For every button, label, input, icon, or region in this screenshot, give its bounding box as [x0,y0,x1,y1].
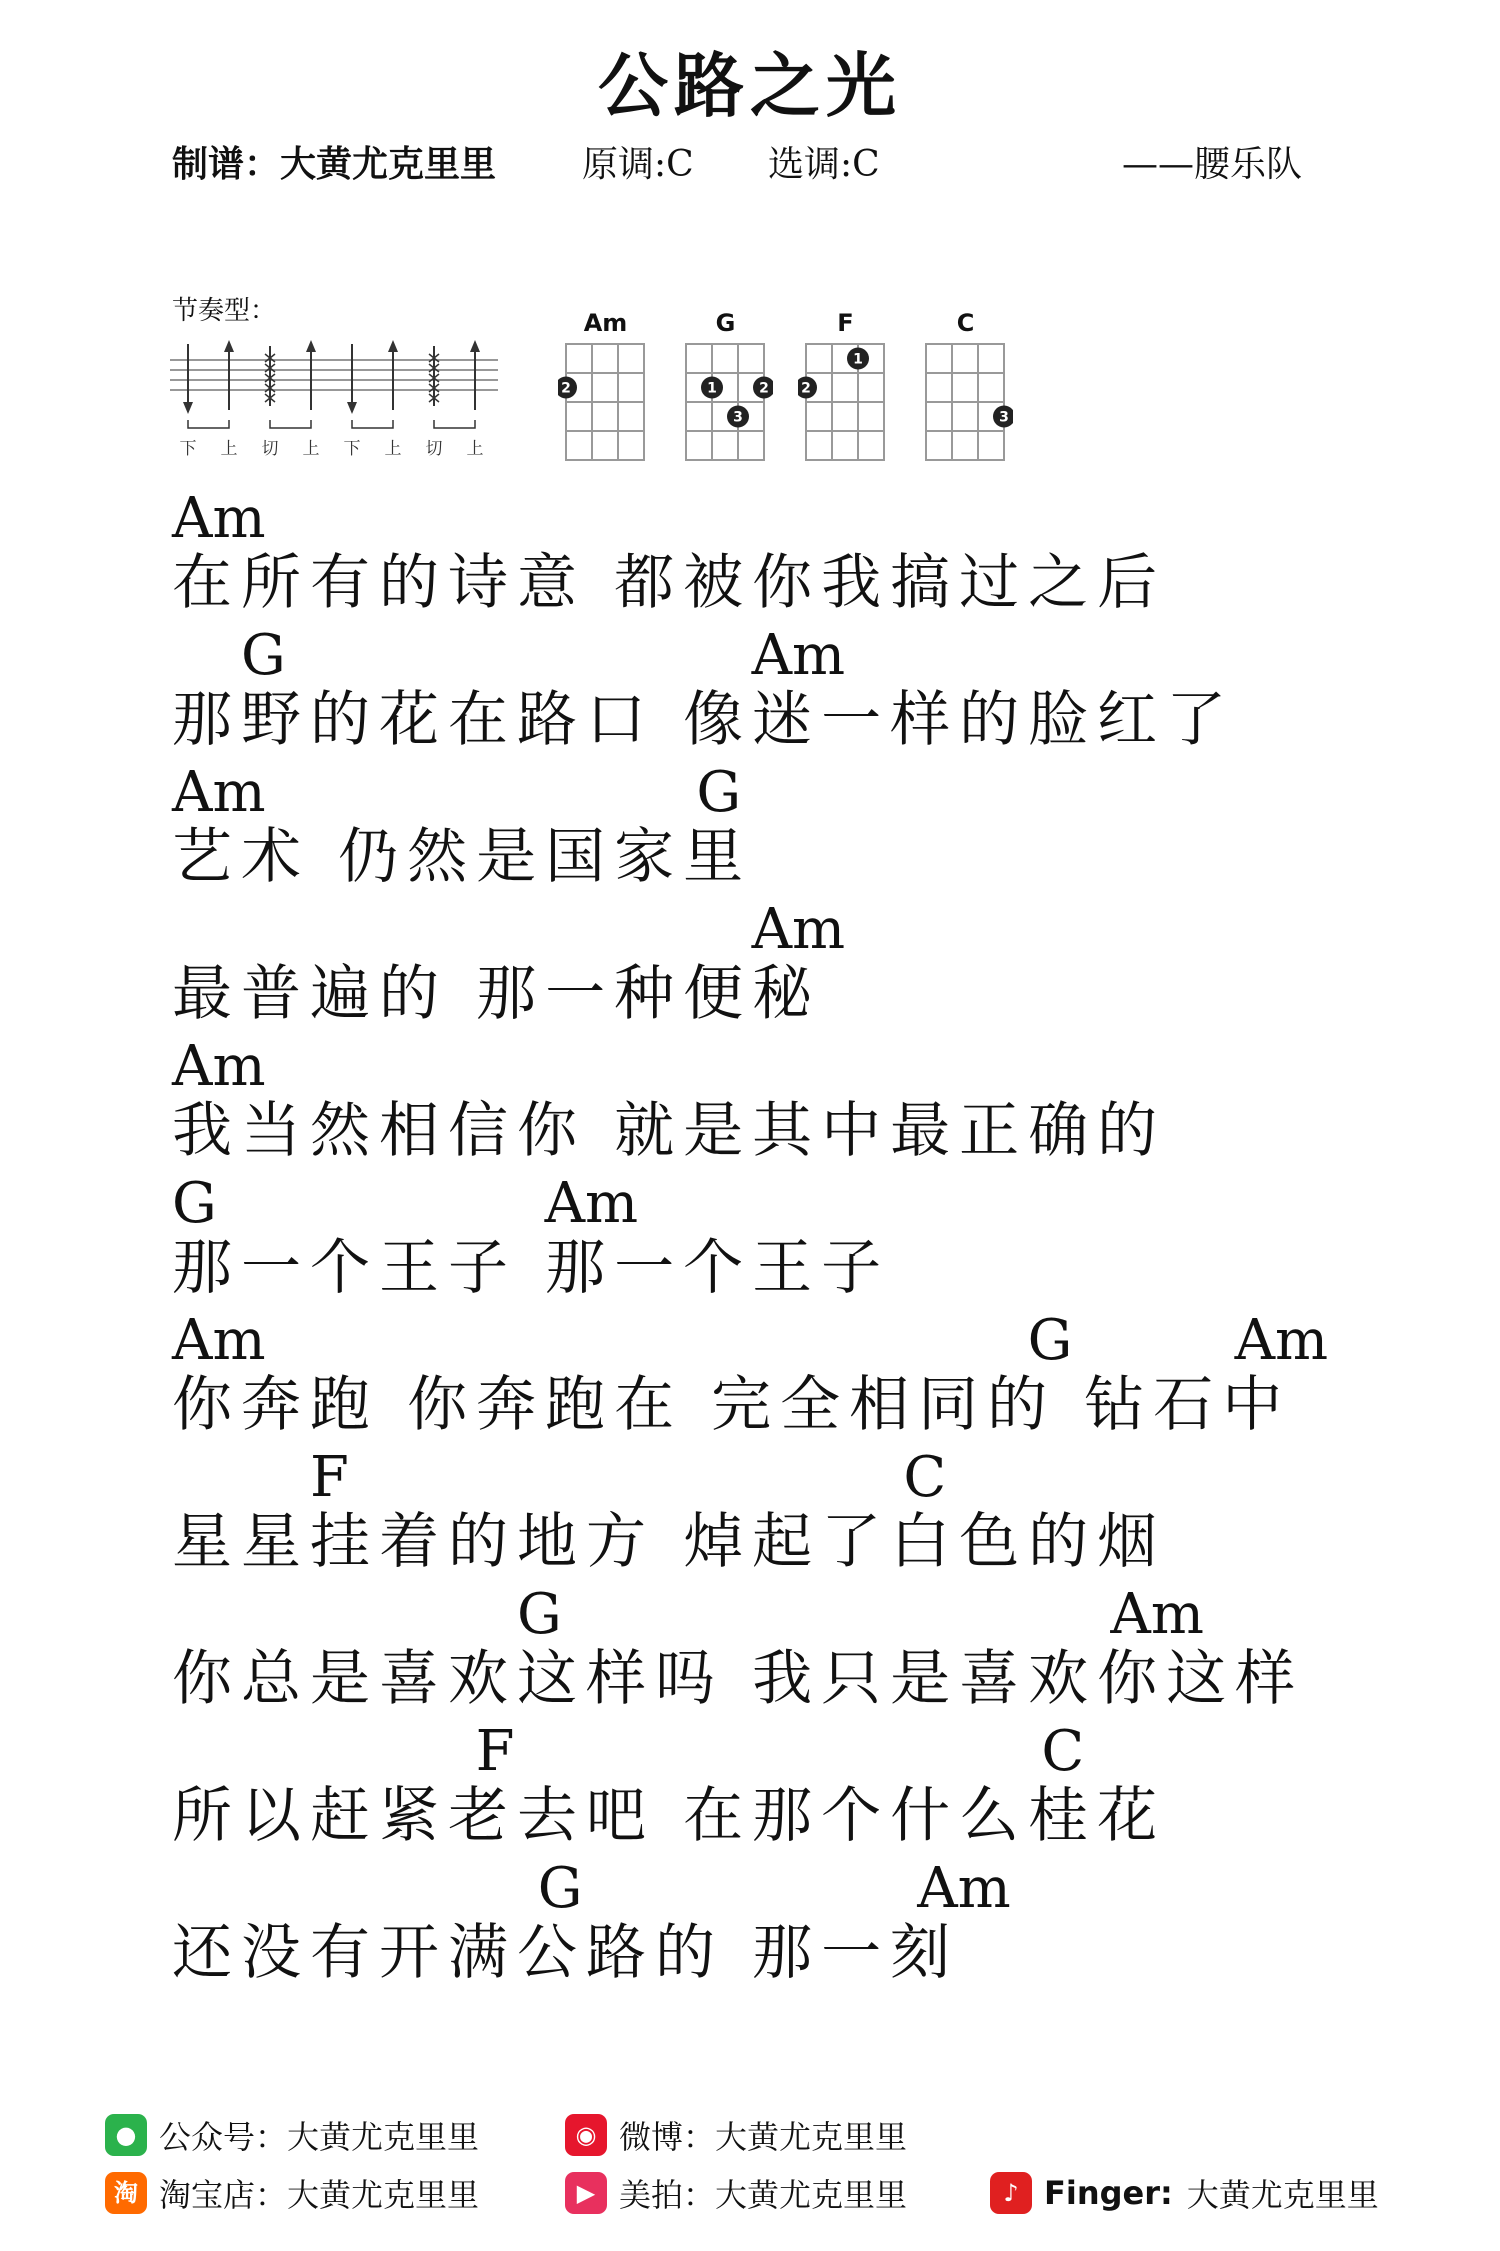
chord-symbol: Am [544,1171,639,1236]
chord-symbol: G [696,760,742,825]
lyric-text: 在所有的诗意 都被你我搞过之后 [172,548,1167,618]
svg-text:2: 2 [801,380,811,397]
finger-text: 大黄尤克里里 [1186,2176,1379,2214]
chord-symbol: G [517,1582,562,1647]
beat-bracket [352,420,393,428]
finger-dot [701,377,723,399]
strumming-pattern [168,330,508,470]
chord-symbol: F [310,1445,349,1510]
svg-text:3: 3 [999,409,1009,426]
lyric-text: 星星挂着的地方 焯起了白色的烟 [172,1507,1167,1577]
lyric-text: 艺术 仍然是国家里 [172,822,753,892]
fretboard [798,338,893,468]
strum-label: 切 [425,439,443,459]
chord-symbol: C [1041,1719,1085,1784]
beat-bracket [188,420,229,428]
chord-symbol: F [475,1719,515,1784]
rhythm-label: 节奏型： [172,296,277,326]
chord-diagram-name: F [837,309,854,337]
weibo-text: 微博：大黄尤克里里 [619,2118,908,2156]
finger-dot [993,406,1013,428]
strum-label: 下 [343,439,361,459]
strum-label: 切 [261,439,279,459]
strum-stroke [306,340,316,410]
fretboard [918,338,1013,468]
svg-text:2: 2 [561,380,571,397]
lyric-text: 你总是喜欢这样吗 我只是喜欢你这样 [172,1644,1305,1714]
finger-dot [798,377,817,399]
chord-symbol: Am [1110,1582,1204,1647]
lyric-text: 最普遍的 那一种便秘 [172,959,822,1029]
chord-diagram-name: C [956,309,975,337]
strum-label: 上 [220,439,238,459]
lyric-text: 还没有开满公路的 那一刻 [172,1918,960,1988]
chord-diagram-name: G [715,309,736,337]
lyric-text: 我当然相信你 就是其中最正确的 [172,1096,1167,1166]
strum-stroke [224,340,234,410]
fretboard [558,338,653,468]
taobao-text: 淘宝店：大黄尤克里里 [159,2176,480,2214]
footer-taobao [105,2170,479,2216]
chord-symbol: G [1027,1308,1073,1373]
svg-text:1: 1 [707,380,717,397]
svg-text:3: 3 [733,409,743,426]
chord-symbol: C [903,1445,947,1510]
strum-stroke [183,344,193,414]
artist-name: ——腰乐队 [1122,144,1303,185]
chord-symbol: G [241,623,286,688]
svg-text:2: 2 [759,380,769,397]
strum-stroke [429,346,439,406]
song-title: 公路之光 [598,44,902,127]
beat-bracket [434,420,475,428]
chord-symbol: G [172,1171,217,1236]
chord-symbol: Am [172,1308,266,1373]
meipai-text: 美拍：大黄尤克里里 [619,2176,908,2214]
chord-diagram-c [918,308,1013,472]
chord-diagram-f [798,308,893,472]
taobao-icon: 淘 [105,2172,147,2214]
chord-symbol: Am [172,760,266,825]
strum-label: 上 [302,439,320,459]
footer-wechat [105,2112,479,2158]
strum-stroke [470,340,480,410]
original-key: 原调:C [582,144,694,185]
wechat-text: 公众号：大黄尤克里里 [159,2118,480,2156]
lyric-text: 所以赶紧老去吧 在那个什么桂花 [172,1781,1167,1851]
wechat-icon: ● [105,2114,147,2156]
finger-dot [727,406,749,428]
chord-symbol: Am [172,1034,266,1099]
weibo-icon: ◉ [565,2114,607,2156]
finger-dot [753,377,773,399]
finger-icon: ♪ [990,2172,1032,2214]
svg-text:1: 1 [853,351,863,368]
chord-symbol: Am [751,897,846,962]
strum-stroke [347,344,357,414]
lyric-text: 你奔跑 你奔跑在 完全相同的 钻石中 [172,1370,1292,1440]
beat-bracket [270,420,311,428]
chord-diagram-g [678,308,773,472]
fretboard [678,338,773,468]
strum-label: 上 [384,439,402,459]
footer-meipai [565,2170,907,2216]
strum-stroke [388,340,398,410]
footer-finger [990,2170,1379,2216]
finger-label: Finger: [1044,2174,1173,2212]
chord-symbol: G [537,1856,583,1921]
finger-dot [558,377,577,399]
chord-diagram-name: Am [583,309,628,337]
chord-symbol: Am [751,623,846,688]
finger-dot [847,348,869,370]
strum-stroke [265,346,275,406]
footer-weibo [565,2112,907,2158]
strum-label: 下 [179,439,197,459]
chord-symbol: Am [917,1856,1011,1921]
chord-diagram-am [558,308,653,472]
strum-label: 上 [466,439,484,459]
meipai-icon: ▶ [565,2172,607,2214]
lyric-text: 那一个王子 那一个王子 [172,1233,891,1303]
chord-symbol: Am [172,486,266,551]
arranger-credit: 制谱：大黄尤克里里 [172,143,497,185]
chosen-key: 选调:C [768,144,880,185]
lyric-text: 那野的花在路口 像迷一样的脸红了 [172,685,1236,755]
chord-symbol: Am [1234,1308,1329,1373]
